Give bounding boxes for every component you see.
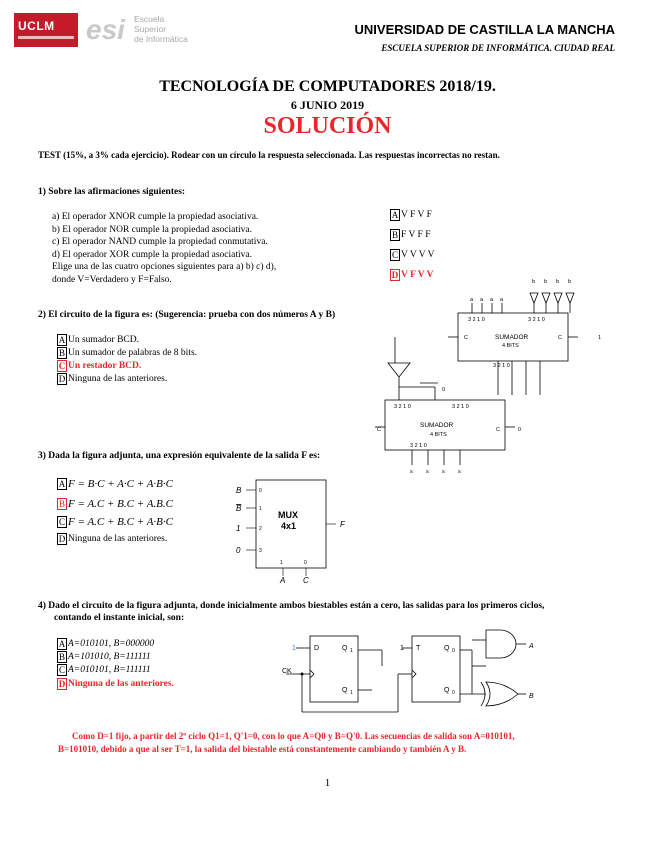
q4-option-a[interactable]: A A=010101, B=000000 <box>58 639 155 650</box>
mux-in-0: 0 <box>236 546 241 555</box>
q4-heading-line2: contando el instante inicial, son: <box>54 613 185 623</box>
mux-in-1: 1 <box>236 524 241 533</box>
q3-heading: 3) Dada la figura adjunta, una expresión equivalente de la salida F es: <box>38 451 321 461</box>
q1-statement-b: b) El operador NOR cumple la propiedad asociativa. <box>52 224 252 235</box>
q3-option-d[interactable]: D Ninguna de las anteriores. <box>58 534 168 545</box>
instructions: TEST (15%, a 3% cada ejercicio). Rodear con un círculo la respuesta seleccionada. Las respuestas incorrectas no restan. <box>38 150 500 160</box>
q2-a-label-2: a <box>480 297 484 303</box>
q2-upper-adder-label2: 4 BITS <box>502 343 519 349</box>
q3-option-a-text: F = B·C + A·C + A·B·C <box>68 478 173 490</box>
q2-upper-out-bits: 3 2 1 0 <box>493 363 510 369</box>
svg-text:0: 0 <box>452 648 455 654</box>
q4-q1-label: Q <box>342 645 348 652</box>
q1-option-c[interactable]: C V V V V <box>391 250 435 261</box>
q4-explanation-line1: Como D=1 fijo, a partir del 2º ciclo Q1=1, Q'1=0, con lo que A=Q0 y B=Q'0. Las secuencias de salida son A=010101, <box>72 731 515 741</box>
q2-upper-adder-label1: SUMADOR <box>495 334 529 341</box>
school-name: ESCUELA SUPERIOR DE INFORMÁTICA. CIUDAD REAL <box>381 43 615 53</box>
svg-text:3: 3 <box>259 548 262 554</box>
q4-t-label: T <box>416 645 421 652</box>
q3-mux-figure <box>228 478 358 586</box>
q2-option-b[interactable]: B Un sumador de palabras de 8 bits. <box>58 348 198 359</box>
q4-output-a: A <box>529 643 534 650</box>
mux-label1: MUX <box>278 510 298 520</box>
q4-output-b: B <box>529 693 534 700</box>
q2-b-label-1: b <box>556 279 560 285</box>
svg-text:1: 1 <box>350 648 353 654</box>
q2-lower-cin: C <box>496 427 500 433</box>
q2-b-label-3: b <box>532 279 536 285</box>
q4-d-label: D <box>314 645 320 652</box>
q2-upper-bits-b: 3 2 1 0 <box>528 317 545 323</box>
q4-heading-line1: 4) Dado el circuito de la figura adjunta, donde inicialmente ambos biestables están a cero, las salidas para los primeros ciclos, <box>38 601 545 611</box>
q1-statement-a: a) El operador XNOR cumple la propiedad asociativa. <box>52 212 259 222</box>
q3-option-b-text: F = A.C + B.C + A.B.C <box>68 498 173 510</box>
and-gate <box>486 630 516 658</box>
q4-q1bar-label: Q <box>342 687 348 694</box>
svg-text:0: 0 <box>452 690 455 696</box>
q2-upper-cout: C <box>464 335 468 341</box>
q1-statement-c: c) El operador NAND cumple la propiedad conmutativa. <box>52 237 268 247</box>
q1-statements <box>52 211 276 286</box>
exam-date: 6 JUNIO 2019 <box>290 98 365 112</box>
mux-in-b: B <box>236 486 242 495</box>
esi-logo <box>86 12 206 48</box>
page-number: 1 <box>324 777 331 789</box>
q4-circuit-figure <box>282 626 542 718</box>
q2-lower-bits-b: 3 2 1 0 <box>452 404 469 410</box>
mux-sel-a: A <box>280 576 286 585</box>
q2-lower-zero: 0 <box>518 427 522 433</box>
q4-explanation-line2: B=101010, debido a que al ser T=1, la salida del biestable está constantemente cambiando y también A y B. <box>58 744 467 754</box>
q2-lower-adder-label1: SUMADOR <box>420 422 454 429</box>
svg-text:2: 2 <box>259 526 262 532</box>
mux-sel-c: C <box>303 576 309 585</box>
svg-text:0: 0 <box>304 560 307 566</box>
q2-lower-bits-a: 3 2 1 0 <box>394 404 411 410</box>
university-name: UNIVERSIDAD DE CASTILLA LA MANCHA <box>354 22 615 37</box>
q4-input-one-b: 1 <box>400 645 404 652</box>
svg-text:1: 1 <box>350 690 353 696</box>
mux-in-bbar: B <box>236 504 242 513</box>
q2-b-label-2: b <box>544 279 548 285</box>
q2-upper-bits-a: 3 2 1 0 <box>468 317 485 323</box>
q2-circuit-figure <box>377 275 620 485</box>
q2-option-d[interactable]: D Ninguna de las anteriores. <box>58 374 168 385</box>
svg-text:1: 1 <box>259 506 262 512</box>
q1-statement-instr: Elige una de las cuatro opciones siguientes para a) b) c) d), <box>52 262 277 272</box>
svg-text:1: 1 <box>280 560 283 566</box>
q2-heading: 2) El circuito de la figura es: (Sugerencia: prueba con dos números A y B) <box>38 310 336 320</box>
q2-a-label-1: a <box>490 297 494 303</box>
q2-option-a[interactable]: A Un sumador BCD. <box>58 335 139 346</box>
q1-heading: 1) Sobre las afirmaciones siguientes: <box>38 187 186 197</box>
q3-option-b-correct[interactable]: B F = A.C + B.C + A.B.C <box>58 498 173 510</box>
q1-statement-d: d) El operador XOR cumple la propiedad asociativa. <box>52 249 252 260</box>
q2-option-c-correct[interactable]: C Un restador BCD. <box>58 361 142 372</box>
q1-statement-legend: donde V=Verdadero y F=Falso. <box>52 274 172 285</box>
q4-q0-label: Q <box>444 645 450 652</box>
q2-a-label-0: a <box>500 297 504 303</box>
uclm-logo-text: UCLM <box>18 19 55 33</box>
q2-upper-one: 1 <box>598 335 602 341</box>
q2-s-label-2: s <box>426 469 429 475</box>
esi-logo-line3: de Informática <box>134 34 188 44</box>
exam-title: TECNOLOGÍA DE COMPUTADORES 2018/19. <box>159 78 496 95</box>
q1-option-d-correct[interactable]: D V F V V <box>391 270 434 281</box>
q2-lower-out-bits: 3 2 1 0 <box>410 443 427 449</box>
q2-lower-adder-label2: 4 BITS <box>430 432 447 438</box>
q2-s-label-0: s <box>458 469 461 475</box>
solution-title: SOLUCIÓN <box>263 113 392 139</box>
xor-gate <box>486 682 518 706</box>
esi-logo-line1: Escuela <box>134 14 165 24</box>
q2-s-label-3: s <box>410 469 413 475</box>
esi-logo-mark: esi <box>86 14 125 45</box>
q3-option-c[interactable]: C F = A.C + B.C + A·B·C <box>58 516 173 528</box>
q3-option-c-text: F = A.C + B.C + A·B·C <box>68 516 173 528</box>
mux-out-f: F <box>340 520 345 529</box>
svg-text:0: 0 <box>259 488 262 494</box>
q2-zero-input: 0 <box>442 387 446 393</box>
q4-clock-label: CK <box>282 668 292 675</box>
q2-upper-cin: C <box>558 335 562 341</box>
esi-logo-line2: Superior <box>134 24 167 34</box>
q3-option-a[interactable]: A F = B·C + A·C + A·B·C <box>58 478 173 490</box>
q4-option-d-correct[interactable]: D Ninguna de las anteriores. <box>58 679 174 690</box>
uclm-logo <box>14 13 78 47</box>
q1-option-a[interactable]: A V F V F <box>391 210 432 221</box>
q2-lower-cout: C <box>377 427 381 433</box>
q4-input-one-a: 1 <box>292 645 296 652</box>
q4-option-b[interactable]: B A=101010, B=111111 <box>58 652 151 663</box>
q2-s-label-1: s <box>442 469 445 475</box>
mux-label2: 4x1 <box>281 521 297 531</box>
q4-q0bar-label: Q <box>444 687 450 694</box>
q2-a-label-3: a <box>470 297 474 303</box>
q4-option-c[interactable]: C A=010101, B=111111 <box>58 665 151 676</box>
q1-option-b[interactable]: B F V F F <box>391 230 431 241</box>
q2-b-label-0: b <box>568 279 572 285</box>
